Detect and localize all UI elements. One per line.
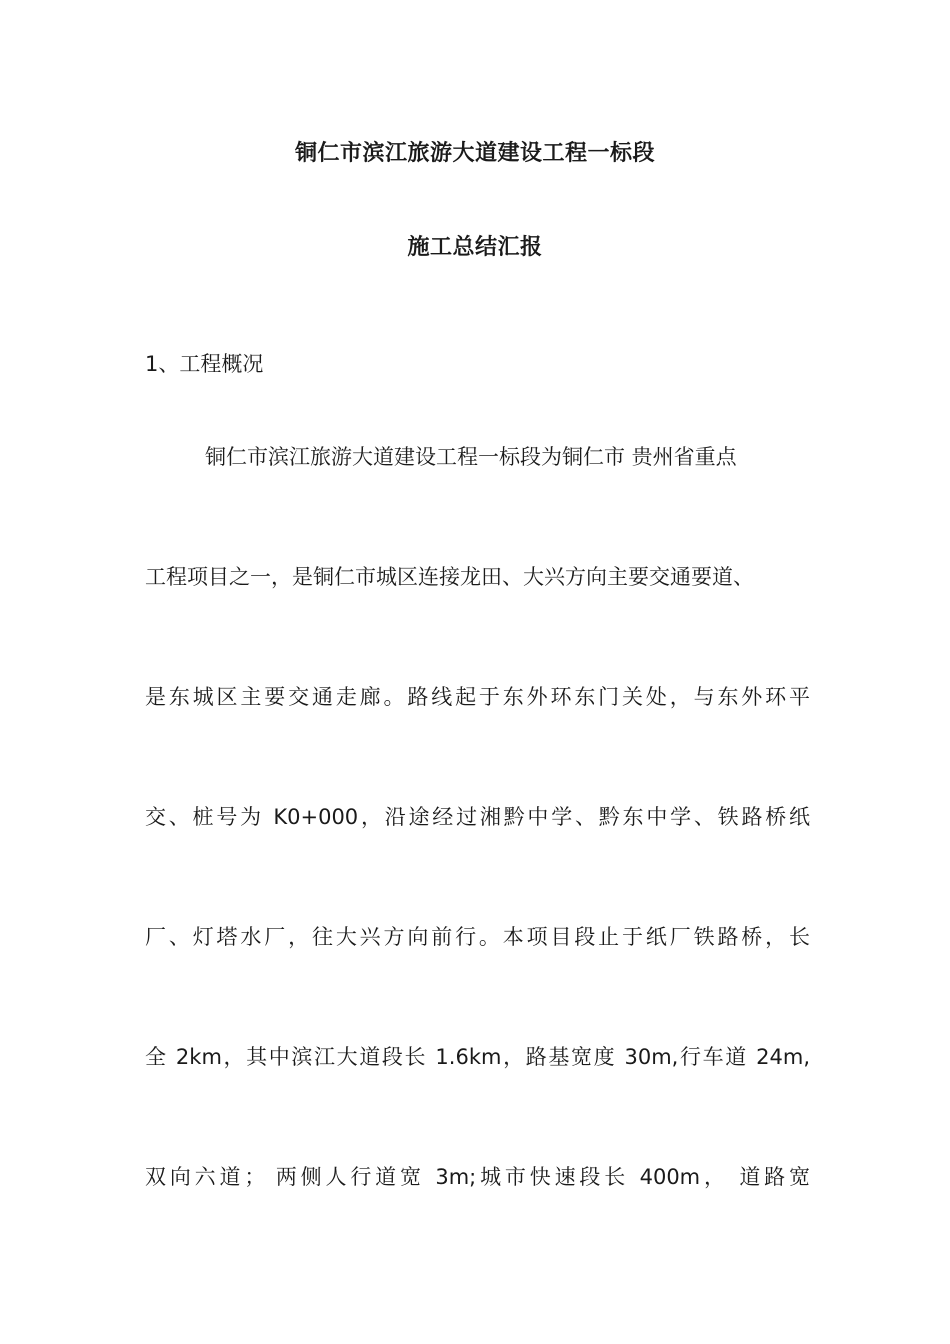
paragraph-line: 全 2km，其中滨江大道段长 1.6km，路基宽度 30m,行车道 24m,: [145, 1045, 810, 1069]
document-subtitle: 施工总结汇报: [407, 235, 543, 260]
paragraph-line: 厂、灯塔水厂，往大兴方向前行。本项目段止于纸厂铁路桥，长: [145, 925, 810, 949]
paragraph-line: 工程项目之一，是铜仁市城区连接龙田、大兴方向主要交通要道、: [145, 565, 754, 589]
paragraph-line: 交、桩号为 K0+000，沿途经过湘黔中学、黔东中学、铁路桥纸: [145, 805, 810, 829]
section-heading: 1、工程概况: [145, 352, 264, 376]
paragraph-line: 铜仁市滨江旅游大道建设工程一标段为铜仁市 贵州省重点: [205, 445, 737, 469]
document-title: 铜仁市滨江旅游大道建设工程一标段: [294, 141, 655, 166]
paragraph-line: 是东城区主要交通走廊。路线起于东外环东门关处，与东外环平: [145, 685, 810, 709]
paragraph-line: 双向六道； 两侧人行道宽 3m;城市快速段长 400m， 道路宽: [145, 1165, 810, 1189]
